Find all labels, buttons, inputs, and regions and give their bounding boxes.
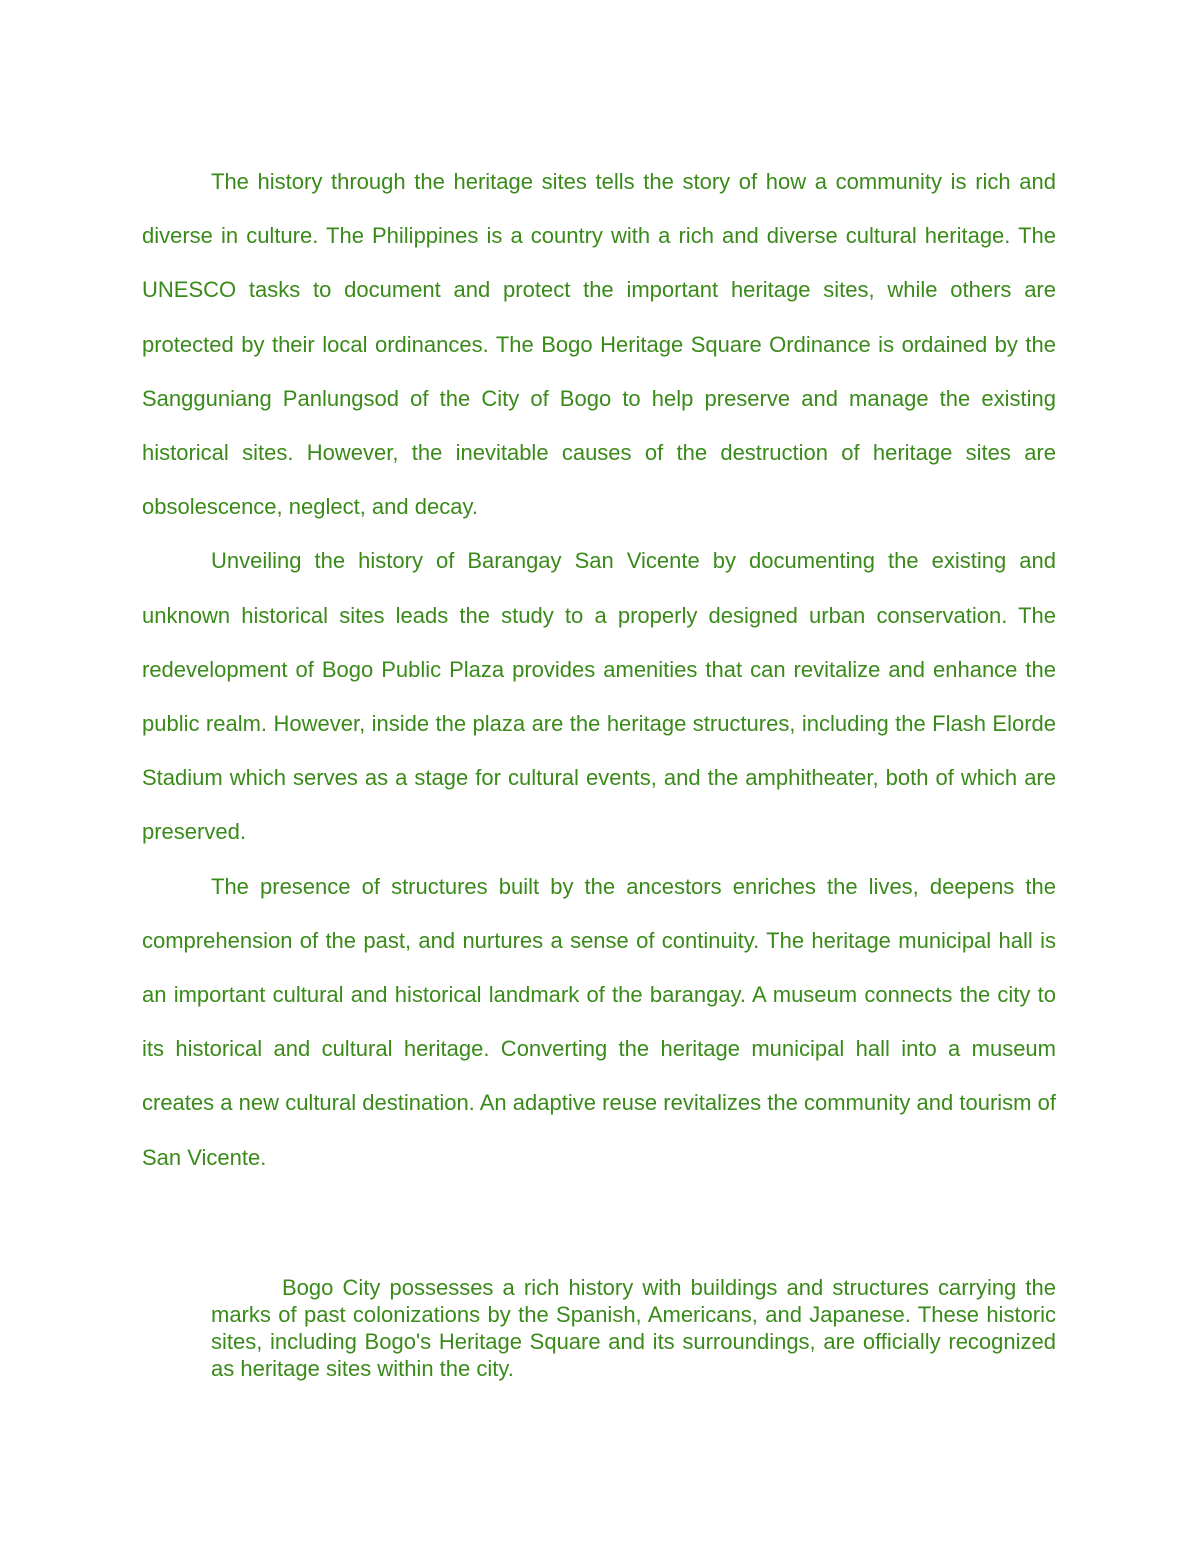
body-text — [142, 155, 1056, 1185]
paragraph-heritage-sites: The history through the heritage sites tells the story of how a community is rich and diverse in culture. The Philippines is a country with a rich and diverse cultural heritage. The UNESCO tasks to document and protect the important heritage sites, while others are protected by their local ordinances. The Bogo Heritage Square Ordinance is ordained by the Sangguniang Panlungsod of the City of Bogo to help preserve and manage the existing historical sites. However, the inevitable causes of the destruction of heritage sites are obsolescence, neglect, and decay. — [142, 169, 1056, 520]
block-quote — [211, 1274, 1056, 1382]
quote-text: Bogo City possesses a rich history with buildings and structures carrying the marks of past colonizations by the Spanish, Americans, and Japanese. These historic sites, including Bogo's Heritage Square and its surroundings, are officially recognized as heritage sites within the city. — [211, 1275, 1056, 1381]
paragraph-san-vicente-history: Unveiling the history of Barangay San Vicente by documenting the existing and unknown historical sites leads the study to a properly designed urban conservation. The redevelopment of Bogo Public Plaza provides amenities that can revitalize and enhance the public realm. However, inside the plaza are the heritage structures, including the Flash Elorde Stadium which serves as a stage for cultural events, and the amphitheater, both of which are preserved. — [142, 548, 1056, 845]
paragraph-ancestral-structures: The presence of structures built by the ancestors enriches the lives, deepens the comprehension of the past, and nurtures a sense of continuity. The heritage municipal hall is an important cultural and historical landmark of the barangay. A museum connects the city to its historical and cultural heritage. Converting the heritage municipal hall into a museum creates a new cultural destination. An adaptive reuse revitalizes the community and tourism of San Vicente. — [142, 873, 1056, 1170]
